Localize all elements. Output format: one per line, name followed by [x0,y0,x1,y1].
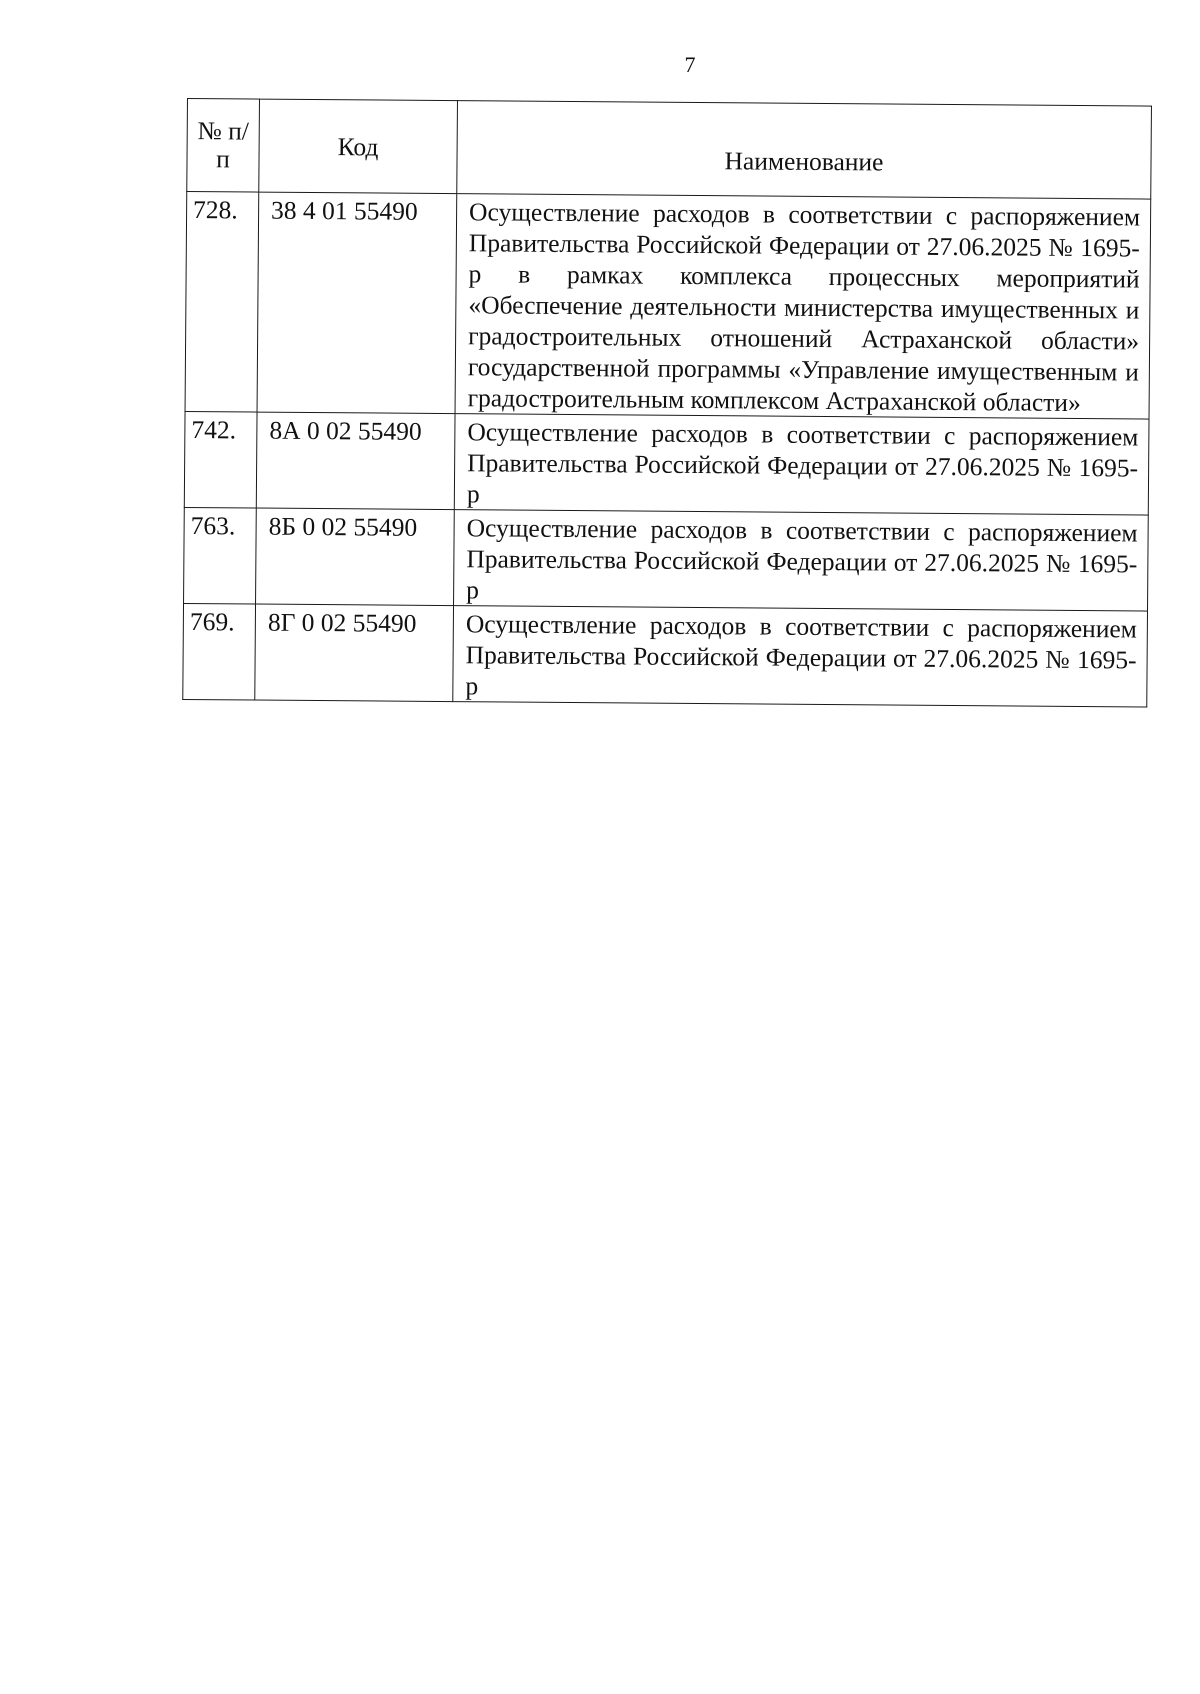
row-code: 38 4 01 55490 [257,192,457,414]
page-number-text: 7 [684,52,696,77]
row-code: 8Г 0 02 55490 [255,604,454,702]
row-name: Осуществление расходов в соответствии с распоряжением Правительства Российской Федерации от 27.06.2025 № 1695-р [454,510,1149,611]
page-number [0,52,1200,78]
table-row [185,192,1151,420]
table-row [183,603,1148,707]
row-number: 742. [184,411,257,508]
row-name: Осуществление расходов в соответствии с распоряжением Правительства Российской Федерации от 27.06.2025 № 1695-р в рамках комплекса процессных мероприятий «Обеспечение деятельности министерства имущественных и градостроительных отношений Астраханской области» государственной программы «Управление имущественным и градостроительным комплексом Астраханской области» [455,194,1151,419]
document-table-wrapper [182,98,1151,708]
table-header-row [187,99,1152,200]
table-row [184,507,1149,611]
row-number: 728. [185,192,259,413]
row-number: 763. [184,507,257,604]
header-code: Код [259,99,458,194]
row-code: 8Б 0 02 55490 [256,508,455,606]
expense-codes-table [182,98,1152,708]
row-number: 769. [183,603,256,700]
table-row [184,411,1149,515]
row-name: Осуществление расходов в соответствии с распоряжением Правительства Российской Федерации от 27.06.2025 № 1695-р [453,606,1148,707]
row-code: 8А 0 02 55490 [256,412,455,510]
row-name: Осуществление расходов в соответствии с распоряжением Правительства Российской Федерации от 27.06.2025 № 1695-р [454,414,1149,515]
header-number: № п/п [187,99,260,193]
header-name: Наименование [457,101,1152,199]
